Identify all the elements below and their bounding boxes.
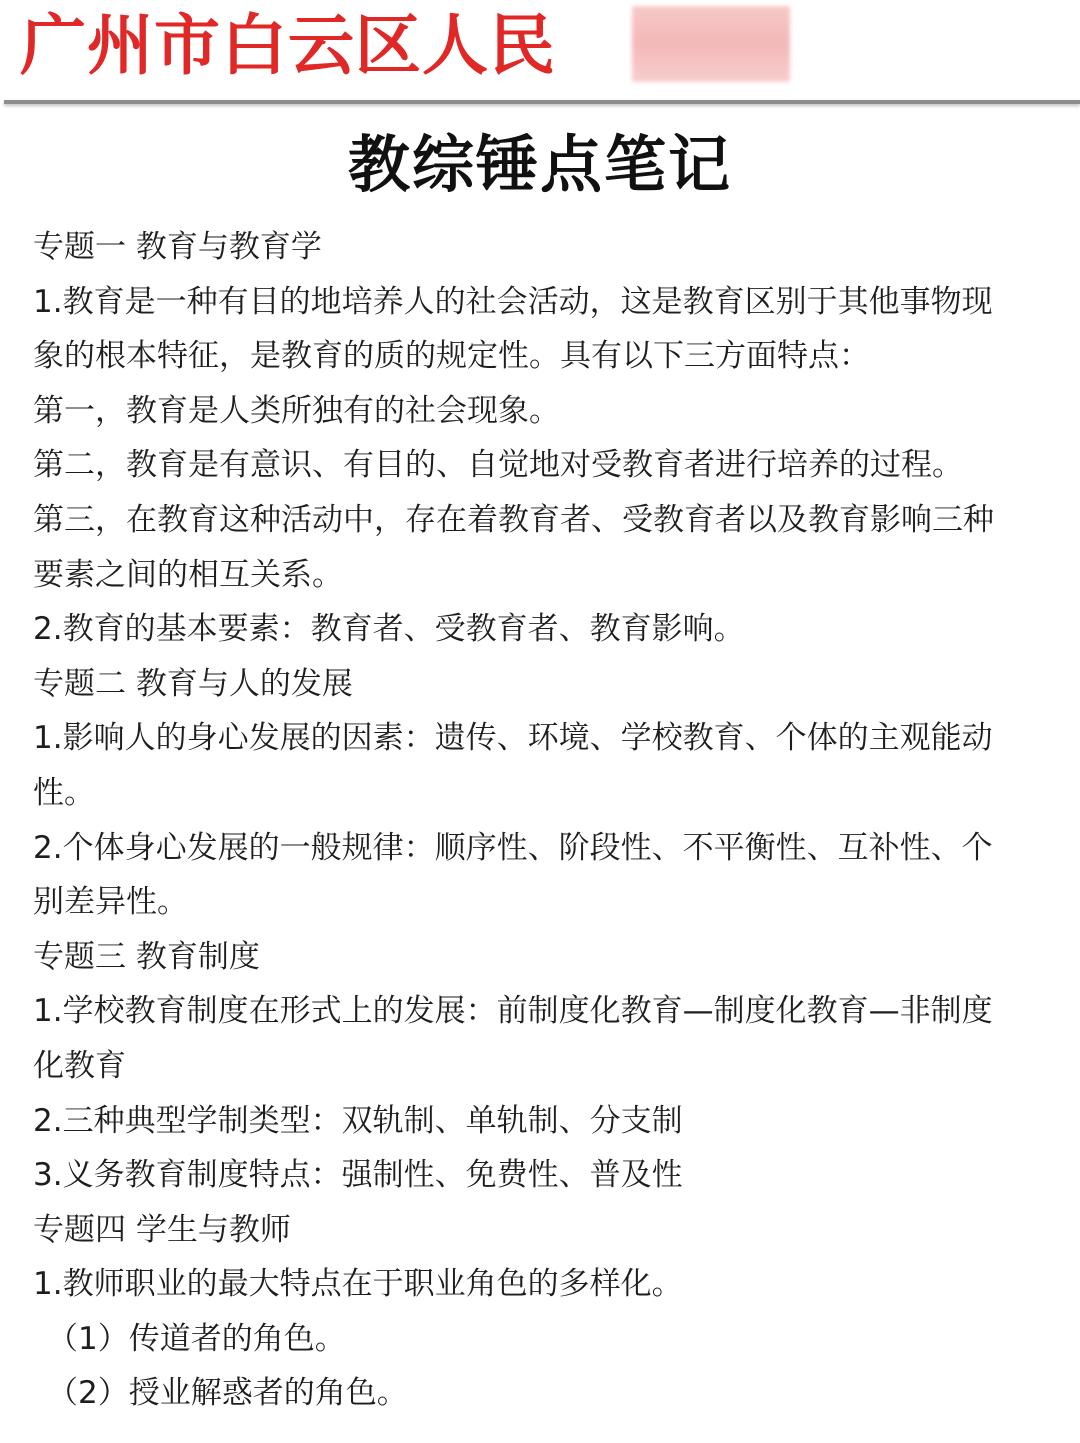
banner-title: 广州市白云区人民 (20, 7, 556, 84)
section-heading: 专题一 教育与教育学 (33, 229, 322, 265)
list-item: （1）传道者的角色。 (47, 1320, 346, 1357)
header-banner (0, 0, 1080, 102)
section-heading: 专题四 学生与教师 (33, 1211, 291, 1248)
document-title: 教综锤点笔记 (347, 128, 732, 201)
notes-body (33, 220, 1043, 1421)
redacted-blur (632, 6, 790, 82)
paragraph-line: 第一，教育是人类所独有的社会现象。 (33, 392, 560, 429)
paragraph-line: 1.影响人的身心发展的因素：遗传、环境、学校教育、个体的主观能动 (33, 720, 993, 757)
paragraph-line: 2.教育的基本要素：教育者、受教育者、教育影响。 (33, 611, 745, 648)
paragraph-line: 1.教师职业的最大特点在于职业角色的多样化。 (33, 1266, 683, 1303)
paragraph-line: 2.个体身心发展的一般规律：顺序性、阶段性、不平衡性、互补性、个 (33, 829, 993, 866)
paragraph-line: 第三，在教育这种活动中，存在着教育者、受教育者以及教育影响三种 (33, 501, 994, 538)
paragraph-line: 第二，教育是有意识、有目的、自觉地对受教育者进行培养的过程。 (33, 447, 963, 484)
paragraph-line: 1.学校教育制度在形式上的发展：前制度化教育—制度化教育—非制度 (33, 993, 993, 1030)
paragraph-line: 2.三种典型学制类型：双轨制、单轨制、分支制 (33, 1102, 683, 1139)
paragraph-line: 要素之间的相互关系。 (33, 556, 343, 593)
paragraph-line: 化教育 (33, 1047, 126, 1084)
paragraph-line: 3.义务教育制度特点：强制性、免费性、普及性 (33, 1157, 683, 1194)
paragraph-line: 1.教育是一种有目的地培养人的社会活动，这是教育区别于其他事物现 (33, 283, 993, 320)
section-heading: 专题二 教育与人的发展 (33, 665, 353, 702)
paragraph-line: 象的根本特征，是教育的质的规定性。具有以下三方面特点： (33, 338, 870, 375)
list-item: （2）授业解惑者的角色。 (47, 1375, 408, 1412)
section-heading: 专题三 教育制度 (33, 938, 260, 975)
paragraph-line: 性。 (33, 774, 95, 811)
header-divider (4, 100, 1080, 104)
paragraph-line: 别差异性。 (33, 884, 188, 921)
